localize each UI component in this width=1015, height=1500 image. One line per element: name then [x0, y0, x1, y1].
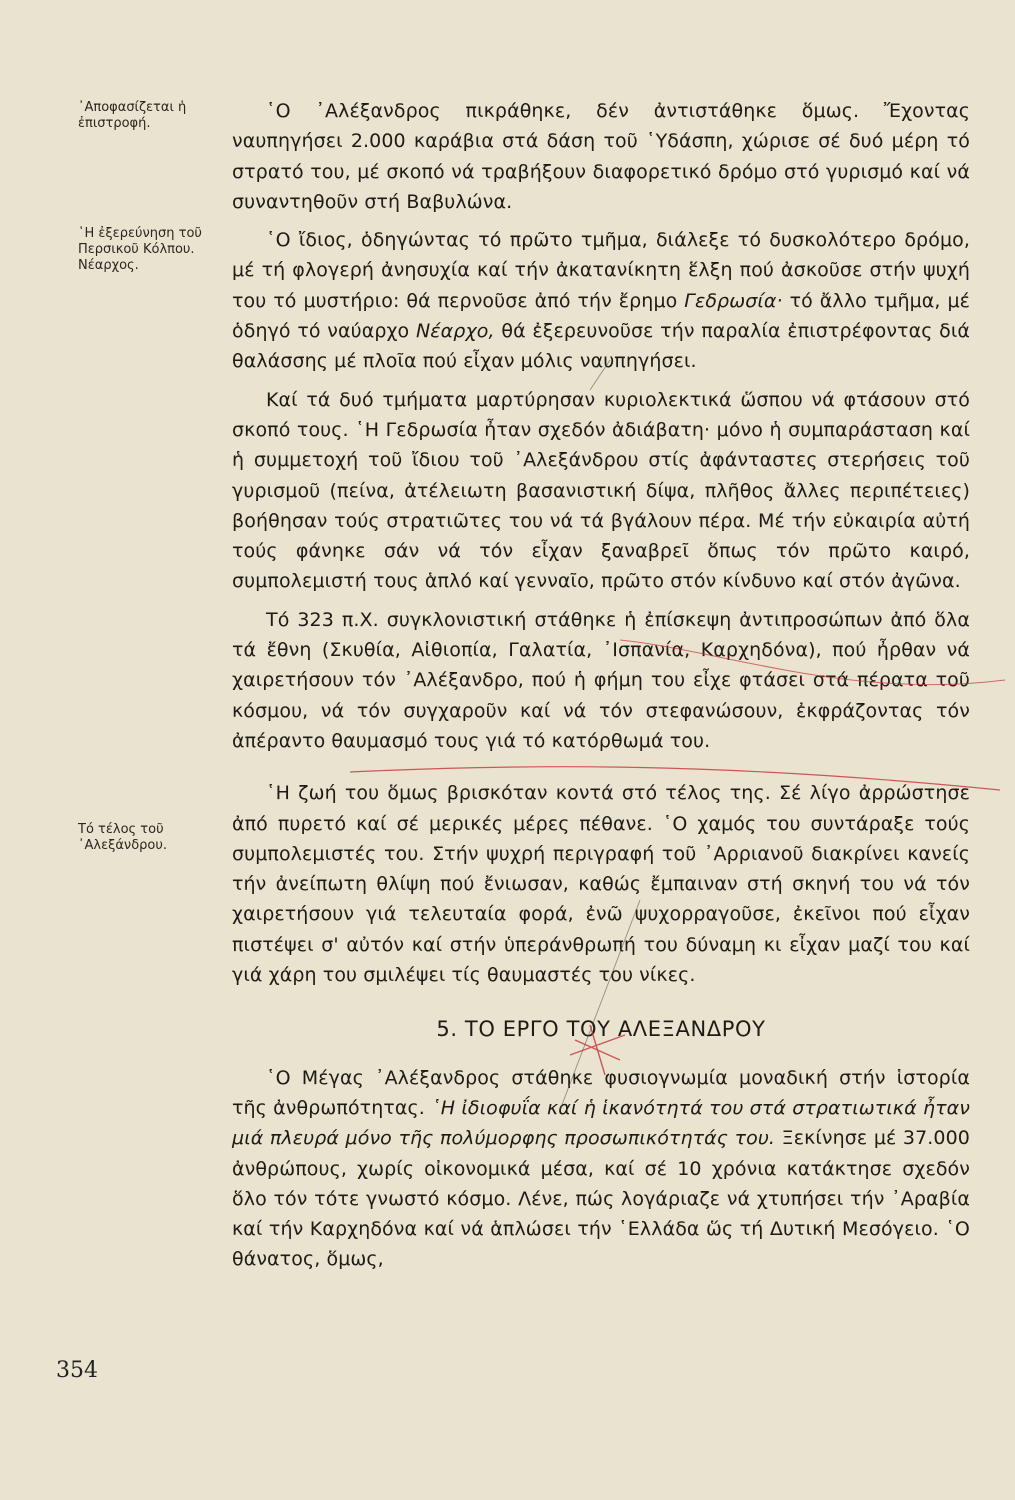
italic-term: ῾Η ἰδιοφυΐα καί ἡ ἱκανότητά του στά στρατιωτικά ἦταν μιά πλευρά μόνο τῆς πολύμορφης προσωπικότητάς του. [232, 1096, 970, 1150]
page-number: 354 [56, 1358, 98, 1383]
margin-note-exploration: ῾Η ἐξερεύνηση τοῦ Περσικοῦ Κόλπου. Νέαρχος. [78, 226, 202, 273]
paragraph [232, 1063, 970, 1275]
text-run: Ξεκίνησε μέ 37.000 ἀνθρώπους, χωρίς οἰκονομικά μέσα, καί σέ 10 χρόνια κατάκτησε σχεδόν ὅλο τόν τότε γνωστό κόσμο. Λένε, πώς λογάριαζε νά χτυπήσει τήν ᾿Αραβία καί τήν Καρχηδόνα καί νά ἁπλώσει τήν ῾Ελλάδα ὥς τή Δυτική Μεσόγειο. ῾Ο θάνατος, ὅμως, [232, 1127, 970, 1271]
margin-note-end: Τό τέλος τοῦ ᾿Αλεξάνδρου. [78, 822, 168, 853]
paragraph: ῾Ο ᾿Αλέξανδρος πικράθηκε, δέν ἀντιστάθηκε ὅμως. Ἔχοντας ναυπηγήσει 2.000 καράβια στά δάση τοῦ ῾Υδάσπη, χώρισε σέ δυό μέρη τό στρατό του, μέ σκοπό νά τραβήξουν διαφορετικό δρόμο στό γυρισμό καί νά συναντηθοῦν στή Βαβυλώνα. [232, 100, 970, 213]
text-run: θά ἐξερευνοῦσε τήν παραλία ἐπιστρέφοντας διά θαλάσσης μέ πλοῖα πού εἶχαν μόλις ναυπηγήσει. [232, 320, 971, 373]
text-run: τό ἄλλο τμῆμα, μέ ὁδηγό τό ναύαρχο [232, 289, 971, 343]
section-title: 5. ΤΟ ΕΡΓΟ ΤΟΥ ΑΛΕΞΑΝΔΡΟΥ [436, 1017, 766, 1042]
main-text [232, 96, 970, 1283]
paragraph: Τό 323 π.Χ. συγκλονιστική στάθηκε ἡ ἐπίσκεψη ἀντιπροσώπων ἀπό ὅλα τά ἔθνη (Σκυθία, Αἰθιοπία, Γαλατία, ᾿Ισπανία, Καρχηδόνα), πού ἦρθαν νά χαιρετήσουν τόν ᾿Αλέξανδρο, πού ἡ φήμη του εἶχε φτάσει στά πέρατα τοῦ κόσμου, νά τόν συγχαροῦν καί νά τόν στεφανώσουν, ἐκφράζοντας τόν ἀπέραντο θαυμασμό τους γιά τό κατόρθωμά του. [232, 608, 970, 752]
text-run: ῾Ο Μέγας ᾿Αλέξανδρος στάθηκε φυσιογνωμία μοναδική στήν ἱστορία τῆς ἀνθρωπότητας. [232, 1066, 970, 1119]
paragraph [232, 225, 970, 376]
italic-term: Νέαρχο, [415, 320, 495, 343]
paragraph: ῾Η ζωή του ὅμως βρισκόταν κοντά στό τέλος της. Σέ λίγο ἀρρώστησε ἀπό πυρετό καί σέ μερικές μέρες πέθανε. ῾Ο χαμός του συντάραξε τούς συμπολεμιστές του. Στήν ψυχρή περιγραφή τοῦ ᾿Αρριανοῦ διακρίνει κανείς τήν ἀνείπωτη θλίψη πού ἔνιωσαν, καθώς ἔμπαιναν στή σκηνή του νά τόν χαιρετήσουν γιά τελευταία φορά, ἐνῶ ψυχορραγοῦσε, ἐκεῖνοι πού εἶχαν πιστέψει σ' αὐτόν καί στήν ὑπεράνθρωπή του δύναμη κι εἶχαν μαζί του καί γιά χάρη του σμιλέψει τίς θαυμαστές του νίκες. [232, 782, 970, 987]
margin-note-return: ᾿Αποφασίζεται ἡ ἐπιστροφή. [78, 100, 187, 131]
italic-term: Γεδρωσία· [684, 289, 783, 312]
paragraph: Καί τά δυό τμήματα μαρτύρησαν κυριολεκτικά ὥσπου νά φτάσουν στό σκοπό τους. ῾Η Γεδρωσία ἦταν σχεδόν ἀδιάβατη· μόνο ἡ συμπαράσταση καί ἡ συμμετοχή τοῦ ἴδιου τοῦ ᾿Αλεξάνδρου στίς ἀφάνταστες στερήσεις τοῦ γυρισμοῦ (πείνα, ἀτέλειωτη βασανιστική δίψα, πλῆθος ἄλλες περιπέτειες) βοήθησαν τούς στρατιῶτες του νά τά βγάλουν πέρα. Μέ τήν εὐκαιρία αὐτή τούς φάνηκε σάν νά τόν εἶχαν ξαναβρεῖ ὅπως τόν πρῶτο καιρό, συμπολεμιστή τους ἁπλό καί γενναῖο, πρῶτο στόν κίνδυνο καί στόν ἀγῶνα. [232, 388, 970, 593]
text-run: ῾Ο ἴδιος, ὁδηγώντας τό πρῶτο τμῆμα, διάλεξε τό δυσκολότερο δρόμο, μέ τή φλογερή ἀνησυχία καί τήν ἀκατανίκητη ἕλξη πού ἀσκοῦσε στήν ψυχή του τό μυστήριο: θά περνοῦσε ἀπό τήν ἔρημο [232, 229, 970, 312]
